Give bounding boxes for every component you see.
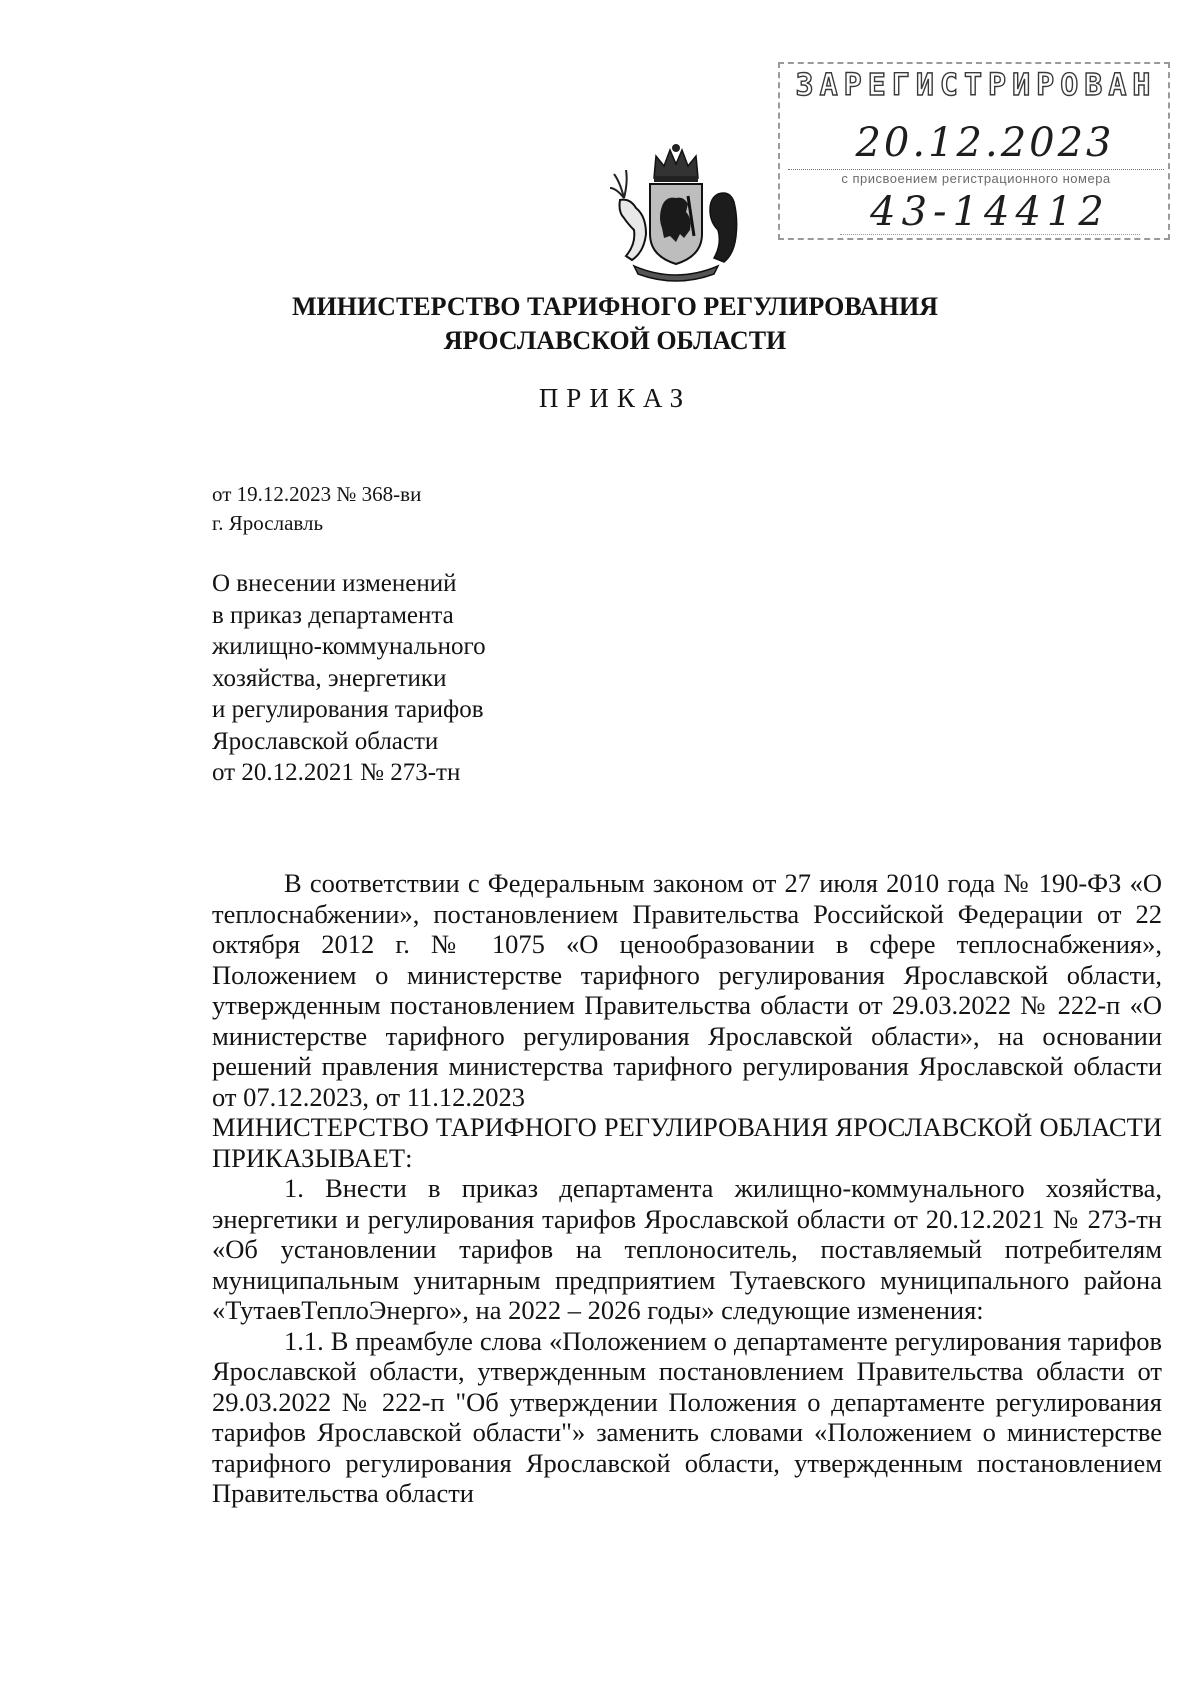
preamble-paragraph: В соответствии с Федеральным законом от 27 июля 2010 года № 190-ФЗ «О теплоснабжении», постановлением Правительства Российской Федерации от 22 октября 2012 г. № 1075 «О ценообразовании в сфере теплоснабжения», Положением о министерстве тарифного регулирования Ярославской области, утвержденным постановлением Правительства области от 29.03.2022 № 222-п «О министерстве тарифного регулирования Ярославской области», на основании решений правления министерства тарифного регулирования Ярославской области от 07.12.2023, от 11.12.2023 (212, 868, 1162, 1112)
ministry-name-line1: МИНИСТЕРСТВО ТАРИФНОГО РЕГУЛИРОВАНИЯ (291, 292, 939, 321)
document-type: ПРИКАЗ (538, 383, 692, 413)
resolution-paragraph: МИНИСТЕРСТВО ТАРИФНОГО РЕГУЛИРОВАНИЯ ЯРОСЛАВСКОЙ ОБЛАСТИ ПРИКАЗЫВАЕТ: (212, 1112, 1162, 1173)
stamp-divider (788, 169, 1164, 170)
registration-stamp (778, 62, 1170, 240)
coat-of-arms-icon (606, 138, 746, 284)
order-city: г. Ярославль (212, 511, 324, 535)
order-date-number: от 19.12.2023 № 368-ви (212, 482, 422, 506)
ministry-name-line2: ЯРОСЛАВСКОЙ ОБЛАСТИ (443, 326, 787, 355)
stamp-caption: с присвоением регистрационного номера (841, 171, 1111, 186)
stamp-handwritten-date: 20.12.2023 (855, 120, 1115, 166)
subject-line: и регулирования тарифов (212, 696, 484, 723)
subject-line: в приказ департамента (212, 601, 454, 629)
subject-line: жилищно-коммунального (212, 633, 486, 660)
stamp-title: ЗАРЕГИСТРИРОВАН (795, 68, 1157, 103)
subject-line: от 20.12.2021 № 273-тн (212, 759, 461, 786)
subject-line: Ярославской области (212, 727, 439, 755)
order-body (212, 868, 1162, 1509)
stamp-underline (840, 234, 1140, 235)
order-subject (212, 568, 632, 789)
item-1-1-paragraph: 1.1. В преамбуле слова «Положением о департаменте регулирования тарифов Ярославской области, утвержденным постановлением Правительства области от 29.03.2022 № 222-п "Об утверждении Положения о департаменте регулирования тарифов Ярославской области"» заменить словами «Положением о министерстве тарифного регулирования Ярославской области, утвержденным постановлением Правительства области (212, 1325, 1162, 1508)
subject-line: хозяйства, энергетики (212, 664, 447, 692)
stamp-handwritten-number: 43-14412 (870, 189, 1110, 235)
item-1-paragraph: 1. Внести в приказ департамента жилищно-коммунального хозяйства, энергетики и регулирования тарифов Ярославской области от 20.12.2021 № 273-тн «Об установлении тарифов на теплоноситель, поставляемый потребителям муниципальным унитарным предприятием Тутаевского муниципального района «ТутаевТеплоЭнерго», на 2022 – 2026 годы» следующие изменения: (212, 1173, 1162, 1325)
subject-line: О внесении изменений (212, 570, 457, 597)
